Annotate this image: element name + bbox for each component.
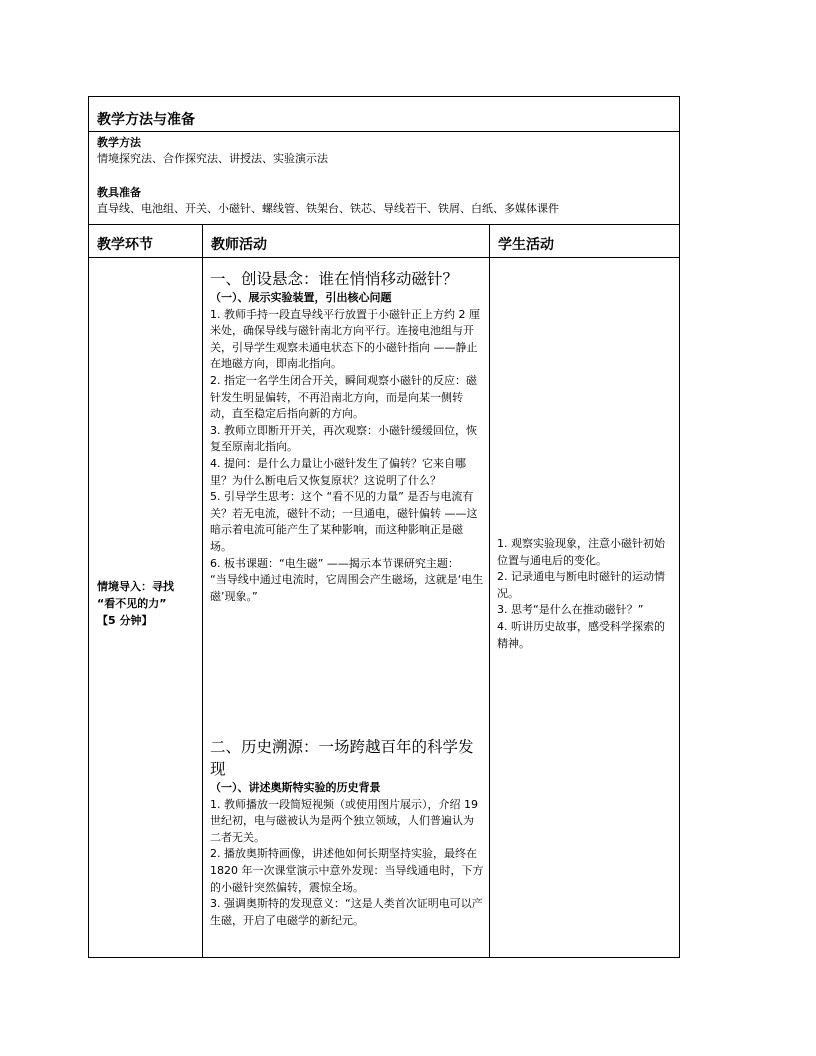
methods-text: 情境探究法、合作探究法、讲授法、实验演示法 bbox=[97, 152, 328, 165]
stage-cell bbox=[89, 258, 202, 957]
teacher-part-1 bbox=[210, 268, 484, 605]
stage-label bbox=[97, 578, 174, 629]
s2-item: 1. 教师播放一段简短视频（或使用图片展示），介绍 19 世纪初，电与磁被认为是两个独立领域，人们普遍认为二者无关。 bbox=[210, 797, 478, 844]
header-stage bbox=[89, 224, 202, 258]
student-item: 3. 思考“是什么在推动磁针？” bbox=[497, 603, 644, 617]
teacher-cell bbox=[202, 258, 490, 957]
student-activities bbox=[497, 536, 674, 652]
student-item: 4. 听讲历史故事，感受科学探索的精神。 bbox=[497, 619, 665, 650]
methods-and-tools bbox=[89, 131, 679, 225]
s1-item: 6. 板书课题：“电生磁” ——揭示本节课研究主题： bbox=[210, 556, 459, 570]
teacher-part-2 bbox=[210, 736, 484, 929]
s1-item: 5. 引导学生思考：这个 “看不见的力量” 是否与电流有关？若无电流，磁针不动；一旦通电，磁针偏转 ——这暗示着电流可能产生了某种影响，而这种影响正是磁场。 bbox=[210, 490, 478, 553]
s1-item: 4. 提问：是什么力量让小磁针发生了偏转？它来自哪里？为什么断电后又恢复原状？这说明了什么？ bbox=[210, 456, 466, 487]
s2-item: 2. 播放奥斯特画像，讲述他如何长期坚持实验，最终在 1820 年一次课堂演示中意外发现：当导线通电时，下方的小磁针突然偏转，震惊全场。 bbox=[210, 847, 484, 894]
s2-item: 3. 强调奥斯特的发现意义：“这是人类首次证明电可以产生磁，开启了电磁学的新纪元。 bbox=[210, 897, 483, 927]
section-1-subtitle: （一）、展示实验装置，引出核心问题 bbox=[210, 291, 392, 304]
student-cell bbox=[489, 258, 680, 957]
student-item: 2. 记录通电与断电时磁针的运动情况。 bbox=[497, 570, 665, 600]
methods-heading: 教学方法 bbox=[97, 136, 141, 149]
s1-item: 3. 教师立即断开开关，再次观察：小磁针缓缓回位，恢复至原南北指向。 bbox=[210, 423, 477, 454]
header-student bbox=[489, 224, 680, 258]
student-item: 1. 观察实验现象，注意小磁针初始位置与通电后的变化。 bbox=[497, 537, 665, 567]
section-1-title: 一、创设悬念：谁在悄悄移动磁针？ bbox=[210, 270, 459, 288]
stage-line-3: 【5 分钟】 bbox=[97, 614, 153, 627]
section-title: 教学方法与准备 bbox=[97, 112, 195, 128]
s1-item: “当导线中通过电流时，它周围会产生磁场，这就是‘电生磁’现象。” bbox=[210, 573, 484, 603]
stage-line-1: 情境导入：寻找 bbox=[97, 580, 174, 593]
s1-item: 2. 指定一名学生闭合开关，瞬间观察小磁针的反应：磁针发生明显偏转，不再沿南北方向，而是向某一侧转动，直至稳定后指向新的方向。 bbox=[210, 373, 477, 421]
header-teacher bbox=[202, 224, 490, 258]
header-teacher-label: 教师活动 bbox=[211, 237, 267, 253]
header-stage-label: 教学环节 bbox=[97, 237, 153, 253]
section-2-subtitle: （一）、讲述奥斯特实验的历史背景 bbox=[210, 781, 381, 794]
section-title-row bbox=[89, 97, 679, 132]
stage-line-2: “看不见的力” bbox=[97, 597, 167, 610]
tools-heading: 教具准备 bbox=[97, 186, 141, 199]
header-student-label: 学生活动 bbox=[498, 237, 554, 253]
lesson-plan-table bbox=[88, 96, 680, 958]
s1-item: 1. 教师手持一段直导线平行放置于小磁针正上方约 2 厘米处，确保导线与磁针南北方向平行。连接电池组与开关，引导学生观察未通电状态下的小磁针指向 ——静止在地磁方向，即南北指向。 bbox=[210, 307, 480, 371]
tools-text: 直导线、电池组、开关、小磁针、螺线管、铁架台、铁芯、导线若干、铁屑、白纸、多媒体课件 bbox=[97, 202, 559, 215]
section-2-title: 二、历史溯源：一场跨越百年的科学发现 bbox=[210, 738, 474, 778]
